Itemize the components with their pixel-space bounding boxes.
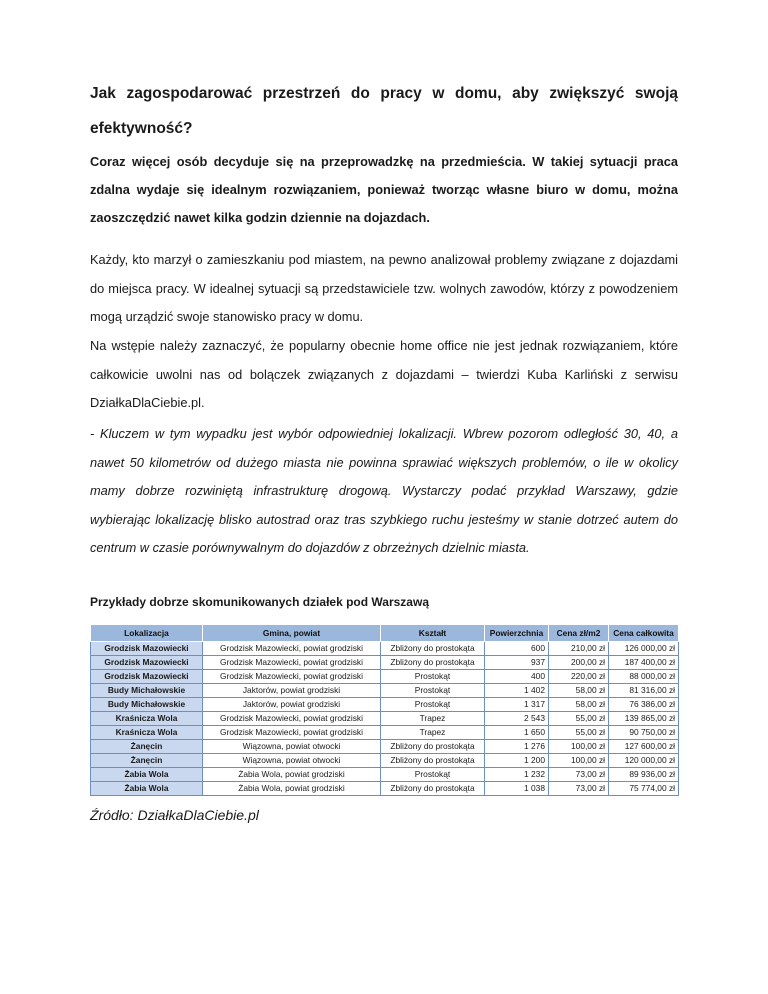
cell-shape: Zbliżony do prostokąta: [381, 740, 485, 754]
cell-price-total: 187 400,00 zł: [609, 656, 679, 670]
cell-area: 1 232: [485, 768, 549, 782]
cell-price-total: 89 936,00 zł: [609, 768, 679, 782]
table-row: [91, 768, 679, 782]
table-caption: Przykłady dobrze skomunikowanych działek pod Warszawą: [90, 595, 429, 609]
cell-price-total: 75 774,00 zł: [609, 782, 679, 796]
cell-area: 1 650: [485, 726, 549, 740]
cell-area: 400: [485, 670, 549, 684]
cell-commune: Żabia Wola, powiat grodziski: [203, 768, 381, 782]
table-row: [91, 656, 679, 670]
cell-area: 1 276: [485, 740, 549, 754]
cell-commune: Wiązowna, powiat otwocki: [203, 740, 381, 754]
cell-area: 2 543: [485, 712, 549, 726]
cell-shape: Prostokąt: [381, 698, 485, 712]
cell-commune: Grodzisk Mazowiecki, powiat grodziski: [203, 712, 381, 726]
table-row: [91, 684, 679, 698]
table-row: [91, 754, 679, 768]
article-quote: - Kluczem w tym wypadku jest wybór odpowiedniej lokalizacji. Wbrew pozorom odległość 30, 40, a nawet 50 kilometrów od dużego miasta nie powinna sprawiać większych problemów, o ile w okolicy mamy dobrze rozwiniętą infrastrukturę drogową. Wystarczy podać przykład Warszawy, gdzie wybierając lokalizację blisko autostrad oraz tras szybkiego ruchu jesteśmy w stanie dotrzeć autem do centrum w czasie porównywalnym do dojazdów z obrzeżnych dzielnic miasta.: [90, 426, 678, 555]
cell-commune: Wiązowna, powiat otwocki: [203, 754, 381, 768]
header-area: Powierzchnia: [485, 625, 549, 642]
cell-price-total: 120 000,00 zł: [609, 754, 679, 768]
cell-price-m2: 58,00 zł: [549, 684, 609, 698]
table-header-row: [91, 625, 679, 642]
cell-price-m2: 210,00 zł: [549, 642, 609, 656]
article-paragraph-1: Każdy, kto marzył o zamieszkaniu pod miastem, na pewno analizował problemy związane z dojazdami do miejsca pracy. W idealnej sytuacji są przedstawiciele tzw. wolnych zawodów, którzy z powodzeniem mogą urządzić swoje stanowisko pracy w domu.: [90, 252, 678, 324]
cell-location: Grodzisk Mazowiecki: [91, 642, 203, 656]
table-row: [91, 712, 679, 726]
cell-location: Żanęcin: [91, 754, 203, 768]
cell-area: 937: [485, 656, 549, 670]
header-price-m2: Cena zł/m2: [549, 625, 609, 642]
header-location: Lokalizacja: [91, 625, 203, 642]
cell-price-m2: 55,00 zł: [549, 712, 609, 726]
cell-location: Żabia Wola: [91, 768, 203, 782]
cell-price-total: 139 865,00 zł: [609, 712, 679, 726]
table-source: Źródło: DziałkaDlaCiebie.pl: [90, 807, 259, 823]
cell-shape: Zbliżony do prostokąta: [381, 754, 485, 768]
cell-shape: Zbliżony do prostokąta: [381, 656, 485, 670]
cell-price-total: 90 750,00 zł: [609, 726, 679, 740]
article-lead: Coraz więcej osób decyduje się na przeprowadzkę na przedmieścia. W takiej sytuacji praca zdalna wydaje się idealnym rozwiązaniem, ponieważ tworząc własne biuro w domu, można zaoszczędzić nawet kilka godzin dziennie na dojazdach.: [90, 154, 678, 225]
table-row: [91, 726, 679, 740]
cell-area: 1 317: [485, 698, 549, 712]
cell-shape: Trapez: [381, 712, 485, 726]
header-commune: Gmina, powiat: [203, 625, 381, 642]
cell-location: Budy Michałowskie: [91, 684, 203, 698]
cell-area: 1 038: [485, 782, 549, 796]
cell-location: Grodzisk Mazowiecki: [91, 670, 203, 684]
cell-commune: Grodzisk Mazowiecki, powiat grodziski: [203, 642, 381, 656]
cell-shape: Prostokąt: [381, 670, 485, 684]
cell-shape: Trapez: [381, 726, 485, 740]
cell-price-total: 81 316,00 zł: [609, 684, 679, 698]
header-shape: Kształt: [381, 625, 485, 642]
cell-commune: Żabia Wola, powiat grodziski: [203, 782, 381, 796]
cell-shape: Prostokąt: [381, 768, 485, 782]
cell-price-total: 126 000,00 zł: [609, 642, 679, 656]
table-row: [91, 740, 679, 754]
table-row: [91, 782, 679, 796]
cell-price-m2: 220,00 zł: [549, 670, 609, 684]
cell-area: 1 402: [485, 684, 549, 698]
cell-location: Kraśnicza Wola: [91, 726, 203, 740]
cell-area: 1 200: [485, 754, 549, 768]
cell-location: Budy Michałowskie: [91, 698, 203, 712]
cell-price-m2: 100,00 zł: [549, 740, 609, 754]
cell-shape: Zbliżony do prostokąta: [381, 782, 485, 796]
cell-commune: Grodzisk Mazowiecki, powiat grodziski: [203, 670, 381, 684]
header-price-total: Cena całkowita: [609, 625, 679, 642]
cell-location: Żanęcin: [91, 740, 203, 754]
cell-shape: Zbliżony do prostokąta: [381, 642, 485, 656]
cell-price-m2: 73,00 zł: [549, 768, 609, 782]
cell-price-total: 127 600,00 zł: [609, 740, 679, 754]
table-row: [91, 670, 679, 684]
cell-location: Grodzisk Mazowiecki: [91, 656, 203, 670]
cell-location: Żabia Wola: [91, 782, 203, 796]
cell-area: 600: [485, 642, 549, 656]
article-title: Jak zagospodarować przestrzeń do pracy w domu, aby zwiększyć swoją efektywność?: [90, 85, 678, 137]
cell-location: Kraśnicza Wola: [91, 712, 203, 726]
cell-commune: Grodzisk Mazowiecki, powiat grodziski: [203, 726, 381, 740]
cell-commune: Grodzisk Mazowiecki, powiat grodziski: [203, 656, 381, 670]
cell-commune: Jaktorów, powiat grodziski: [203, 698, 381, 712]
plots-table: [90, 624, 679, 796]
table-row: [91, 698, 679, 712]
cell-shape: Prostokąt: [381, 684, 485, 698]
cell-price-m2: 55,00 zł: [549, 726, 609, 740]
cell-price-m2: 58,00 zł: [549, 698, 609, 712]
cell-price-m2: 73,00 zł: [549, 782, 609, 796]
cell-price-m2: 200,00 zł: [549, 656, 609, 670]
cell-commune: Jaktorów, powiat grodziski: [203, 684, 381, 698]
article-paragraph-2: Na wstępie należy zaznaczyć, że popularny obecnie home office nie jest jednak rozwiązaniem, które całkowicie uwolni nas od bolączek związanych z dojazdami – twierdzi Kuba Karliński z serwisu DziałkaDlaCiebie.pl.: [90, 338, 678, 410]
cell-price-total: 88 000,00 zł: [609, 670, 679, 684]
cell-price-m2: 100,00 zł: [549, 754, 609, 768]
cell-price-total: 76 386,00 zł: [609, 698, 679, 712]
table-row: [91, 642, 679, 656]
